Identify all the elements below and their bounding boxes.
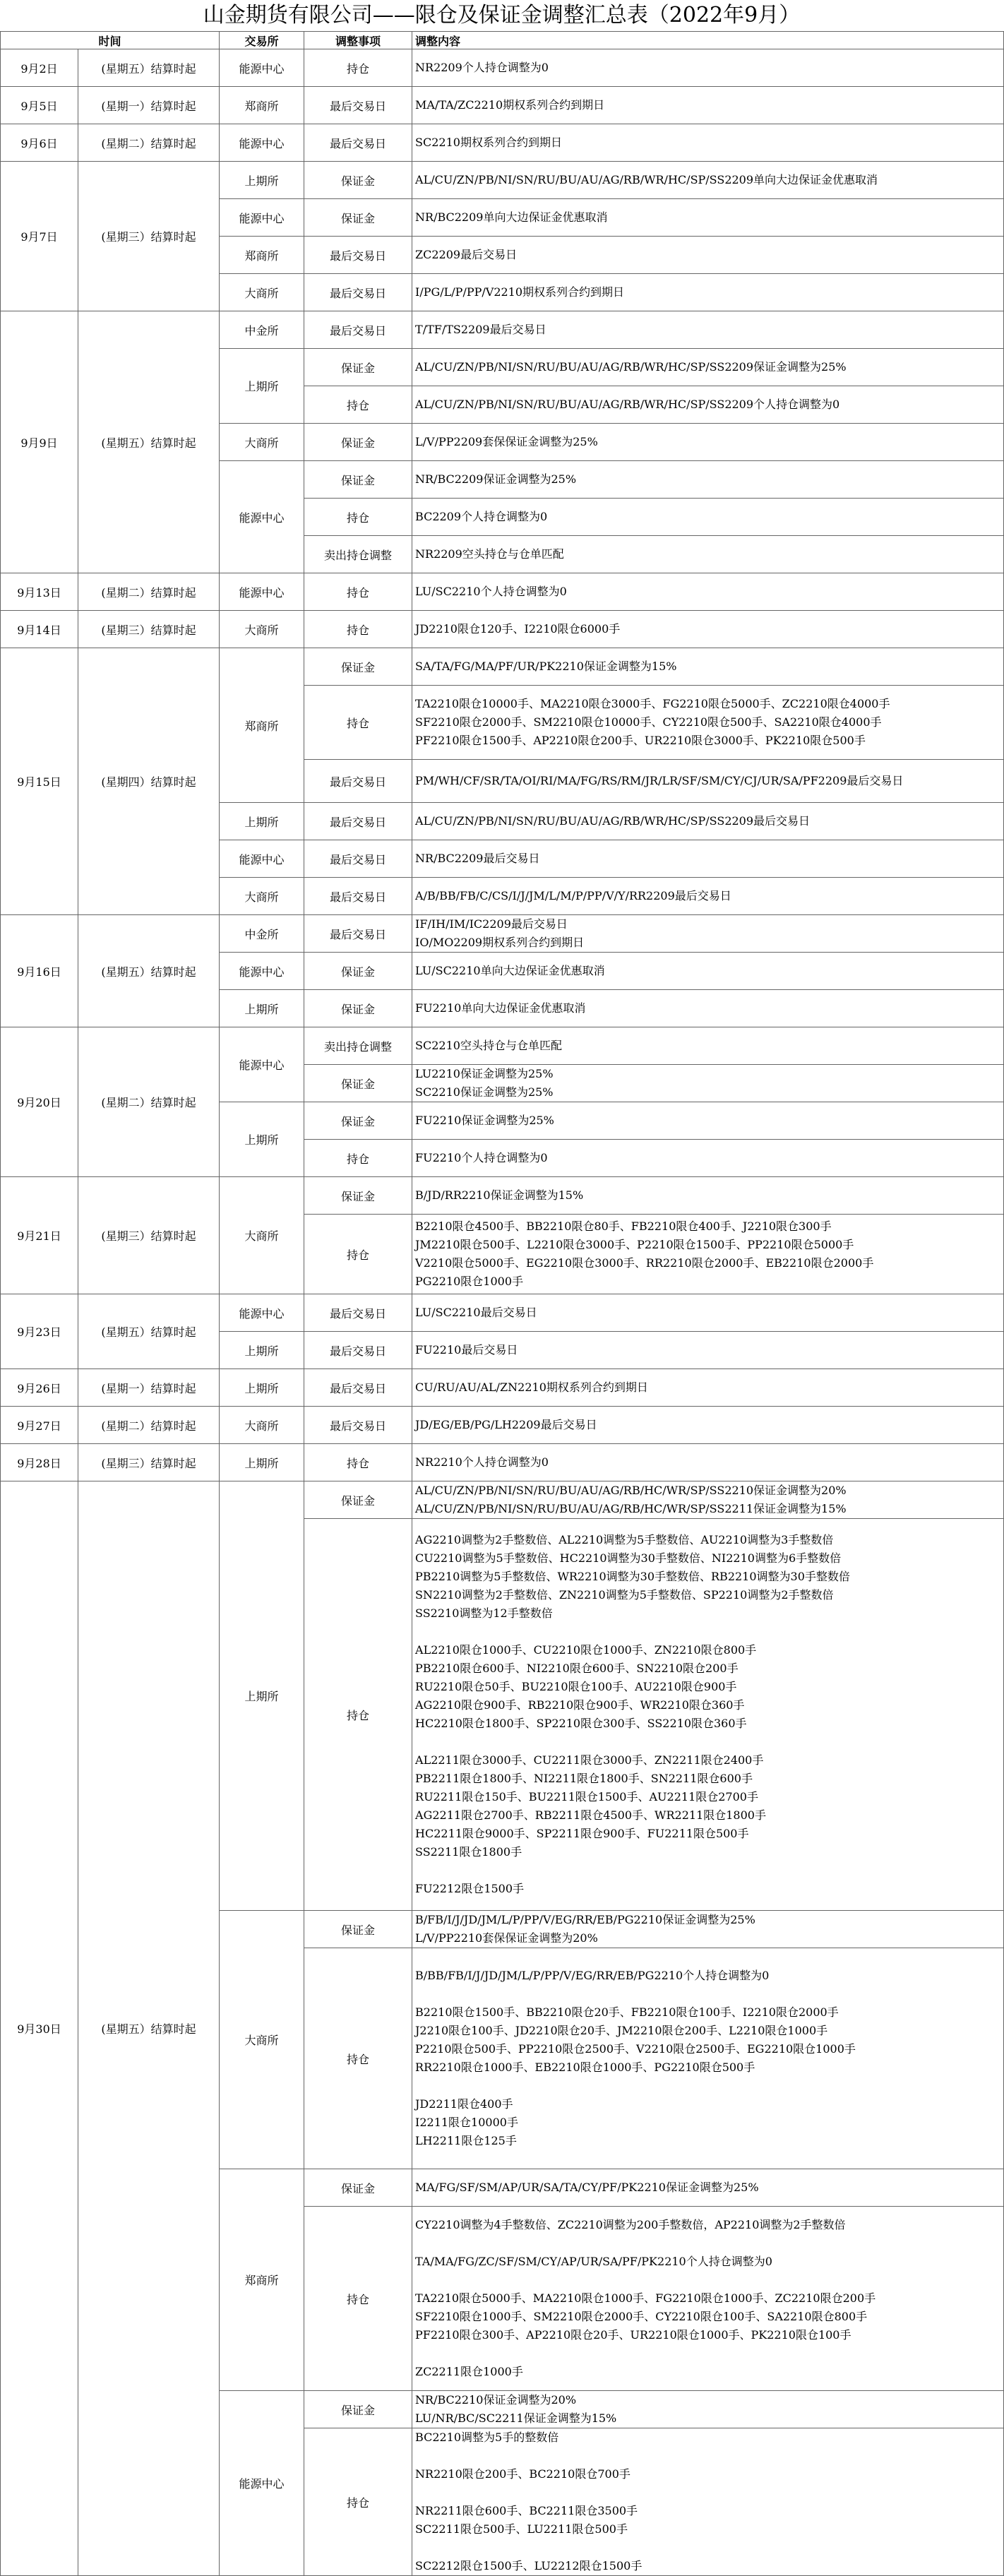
date-cell: 9月5日 [1, 87, 78, 124]
content-cell: B2210限仓4500手、BB2210限仓80手、FB2210限仓400手、J2210限仓300手 JM2210限仓500手、L2210限仓3000手、P2210限仓1500手、PP2210限仓5000手 V2210限仓5000手、EG2210限仓3000手、RR2210限仓2000手、EB2210限仓2000手 PG2210限仓1000手 [412, 1215, 1004, 1294]
item-cell: 最后交易日 [304, 87, 412, 124]
item-cell: 持仓 [304, 2207, 412, 2391]
item-cell: 保证金 [304, 648, 412, 686]
item-cell: 最后交易日 [304, 124, 412, 162]
exchange-cell: 上期所 [220, 349, 304, 424]
time-cell: (星期五）结算时起 [78, 1481, 220, 2576]
item-cell: 持仓 [304, 1215, 412, 1294]
content-cell: AG2210调整为2手整数倍、AL2210调整为5手整数倍、AU2210调整为3手整数倍 CU2210调整为5手整数倍、HC2210调整为30手整数倍、NI2210调整为6手整数倍 PB2210调整为5手整数倍、WR2210调整为30手整数倍、RB2210调整为30手整数倍 SN2210调整为2手整数倍、ZN2210调整为5手整数倍、SP2210调整为2手整数倍 SS2210调整为12手整数倍 AL2210限仓1000手、CU2210限仓1000手、ZN2210限仓800手 PB2210限仓600手、NI2210限仓600手、SN2210限仓200手 RU2210限仓50手、BU2210限仓100手、AU2210限仓900手 AG2210限仓900手、RB2210限仓900手、WR2210限仓360手 HC2210限仓1800手、SP2210限仓300手、SS2210限仓360手 AL2211限仓3000手、CU2211限仓3000手、ZN2211限仓2400手 PB2211限仓1800手、NI2211限仓1800手、SN2211限仓600手 RU2211限仓150手、BU2211限仓1500手、AU2211限仓2700手 AG2211限仓2700手、RB2211限仓4500手、WR2211限仓1800手 HC2211限仓9000手、SP2211限仓900手、FU2211限仓500手 SS2211限仓1800手 FU2212限仓1500手 [412, 1519, 1004, 1911]
exchange-cell: 上期所 [220, 1369, 304, 1407]
content-cell: NR/BC2209保证金调整为25% [412, 461, 1004, 499]
content-cell: B/JD/RR2210保证金调整为15% [412, 1177, 1004, 1215]
exchange-cell: 能源中心 [220, 49, 304, 87]
time-cell: (星期三）结算时起 [78, 611, 220, 648]
header-content: 调整内容 [412, 32, 1004, 49]
time-cell: (星期三）结算时起 [78, 1177, 220, 1294]
item-cell: 最后交易日 [304, 803, 412, 840]
content-cell: NR/BC2210保证金调整为20% LU/NR/BC/SC2211保证金调整为15% [412, 2391, 1004, 2428]
item-cell: 最后交易日 [304, 274, 412, 311]
time-cell: (星期五）结算时起 [78, 1294, 220, 1369]
date-cell: 9月21日 [1, 1177, 78, 1294]
table-row [1, 311, 1004, 349]
date-cell: 9月6日 [1, 124, 78, 162]
time-cell: (星期三）结算时起 [78, 162, 220, 311]
table-row [1, 1444, 1004, 1481]
content-cell: T/TF/TS2209最后交易日 [412, 311, 1004, 349]
item-cell: 持仓 [304, 49, 412, 87]
item-cell: 保证金 [304, 424, 412, 461]
content-cell: NR2209个人持仓调整为0 [412, 49, 1004, 87]
exchange-cell: 上期所 [220, 1102, 304, 1177]
item-cell: 持仓 [304, 1140, 412, 1177]
item-cell: 最后交易日 [304, 311, 412, 349]
item-cell: 保证金 [304, 461, 412, 499]
content-cell: A/B/BB/FB/C/CS/I/J/JM/L/M/P/PP/V/Y/RR2209最后交易日 [412, 878, 1004, 915]
table-row [1, 124, 1004, 162]
date-cell: 9月20日 [1, 1027, 78, 1177]
time-cell: (星期五）结算时起 [78, 49, 220, 87]
table-row [1, 49, 1004, 87]
item-cell: 最后交易日 [304, 1294, 412, 1332]
item-cell: 卖出持仓调整 [304, 1027, 412, 1065]
content-cell: LU/SC2210单向大边保证金优惠取消 [412, 953, 1004, 990]
content-cell: NR2210个人持仓调整为0 [412, 1444, 1004, 1481]
item-cell: 保证金 [304, 199, 412, 237]
header-exchange: 交易所 [220, 32, 304, 49]
content-cell: AL/CU/ZN/PB/NI/SN/RU/BU/AU/AG/RB/WR/HC/SP/SS2209个人持仓调整为0 [412, 386, 1004, 424]
content-cell: B/FB/I/J/JD/JM/L/P/PP/V/EG/RR/EB/PG2210保证金调整为25% L/V/PP2210套保保证金调整为20% [412, 1911, 1004, 1948]
content-cell: CU/RU/AU/AL/ZN2210期权系列合约到期日 [412, 1369, 1004, 1407]
exchange-cell: 能源中心 [220, 953, 304, 990]
table-row [1, 1027, 1004, 1065]
item-cell: 保证金 [304, 1065, 412, 1102]
exchange-cell: 郑商所 [220, 237, 304, 274]
item-cell: 持仓 [304, 1519, 412, 1911]
date-cell: 9月15日 [1, 648, 78, 915]
content-cell: BC2210调整为5手的整数倍 NR2210限仓200手、BC2210限仓700手 NR2211限仓600手、BC2211限仓3500手 SC2211限仓500手、LU2211限仓500手 SC2212限仓1500手、LU2212限仓1500手 [412, 2428, 1004, 2576]
exchange-cell: 能源中心 [220, 573, 304, 611]
table-row [1, 162, 1004, 199]
table-row [1, 1481, 1004, 1519]
date-cell: 9月26日 [1, 1369, 78, 1407]
table-row [1, 1177, 1004, 1215]
header-item: 调整事项 [304, 32, 412, 49]
item-cell: 保证金 [304, 1481, 412, 1519]
date-cell: 9月9日 [1, 311, 78, 573]
content-cell: PM/WH/CF/SR/TA/OI/RI/MA/FG/RS/RM/JR/LR/SF/SM/CY/CJ/UR/SA/PF2209最后交易日 [412, 760, 1004, 803]
exchange-cell: 上期所 [220, 1481, 304, 1911]
time-cell: (星期二）结算时起 [78, 124, 220, 162]
exchange-cell: 能源中心 [220, 1294, 304, 1332]
item-cell: 最后交易日 [304, 1332, 412, 1369]
item-cell: 最后交易日 [304, 840, 412, 878]
item-cell: 保证金 [304, 349, 412, 386]
table-header-row [1, 32, 1004, 49]
date-cell: 9月23日 [1, 1294, 78, 1369]
item-cell: 卖出持仓调整 [304, 536, 412, 573]
time-cell: (星期四）结算时起 [78, 648, 220, 915]
content-cell: LU/SC2210个人持仓调整为0 [412, 573, 1004, 611]
content-cell: SC2210期权系列合约到期日 [412, 124, 1004, 162]
date-cell: 9月28日 [1, 1444, 78, 1481]
date-cell: 9月13日 [1, 573, 78, 611]
content-cell: SC2210空头持仓与仓单匹配 [412, 1027, 1004, 1065]
item-cell: 保证金 [304, 2391, 412, 2428]
content-cell: CY2210调整为4手整数倍、ZC2210调整为200手整数倍，AP2210调整为2手整数倍 TA/MA/FG/ZC/SF/SM/CY/AP/UR/SA/PF/PK2210个人持仓调整为0 TA2210限仓5000手、MA2210限仓1000手、FG2210限仓1000手、ZC2210限仓200手 SF2210限仓1000手、SM2210限仓2000手、CY2210限仓100手、SA2210限仓800手 PF2210限仓300手、AP2210限仓20手、UR2210限仓1000手、PK2210限仓100手 ZC2211限仓1000手 [412, 2207, 1004, 2391]
item-cell: 持仓 [304, 573, 412, 611]
item-cell: 保证金 [304, 1177, 412, 1215]
content-cell: ZC2209最后交易日 [412, 237, 1004, 274]
header-time: 时间 [1, 32, 220, 49]
content-cell: MA/FG/SF/SM/AP/UR/SA/TA/CY/PF/PK2210保证金调整为25% [412, 2169, 1004, 2207]
content-cell: FU2210保证金调整为25% [412, 1102, 1004, 1140]
item-cell: 保证金 [304, 2169, 412, 2207]
content-cell: FU2210单向大边保证金优惠取消 [412, 990, 1004, 1027]
table-body [1, 49, 1004, 2576]
exchange-cell: 能源中心 [220, 461, 304, 573]
table-row [1, 1407, 1004, 1444]
content-cell: NR2209空头持仓与仓单匹配 [412, 536, 1004, 573]
exchange-cell: 能源中心 [220, 1027, 304, 1102]
time-cell: (星期二）结算时起 [78, 1407, 220, 1444]
exchange-cell: 大商所 [220, 878, 304, 915]
item-cell: 最后交易日 [304, 878, 412, 915]
date-cell: 9月2日 [1, 49, 78, 87]
date-cell: 9月7日 [1, 162, 78, 311]
content-cell: I/PG/L/P/PP/V2210期权系列合约到期日 [412, 274, 1004, 311]
item-cell: 最后交易日 [304, 915, 412, 953]
item-cell: 持仓 [304, 386, 412, 424]
item-cell: 最后交易日 [304, 1407, 412, 1444]
content-cell: AL/CU/ZN/PB/NI/SN/RU/BU/AU/AG/RB/WR/HC/SP/SS2209最后交易日 [412, 803, 1004, 840]
item-cell: 保证金 [304, 1911, 412, 1948]
table-row [1, 915, 1004, 953]
table-row [1, 611, 1004, 648]
content-cell: AL/CU/ZN/PB/NI/SN/RU/BU/AU/AG/RB/HC/WR/SP/SS2210保证金调整为20% AL/CU/ZN/PB/NI/SN/RU/BU/AU/AG/RB/HC/WR/SP/SS2211保证金调整为15% [412, 1481, 1004, 1519]
exchange-cell: 上期所 [220, 803, 304, 840]
item-cell: 保证金 [304, 990, 412, 1027]
content-cell: B/BB/FB/I/J/JD/JM/L/P/PP/V/EG/RR/EB/PG2210个人持仓调整为0 B2210限仓1500手、BB2210限仓20手、FB2210限仓100手、I2210限仓2000手 J2210限仓100手、JD2210限仓20手、JM2210限仓200手、L2210限仓1000手 P2210限仓500手、PP2210限仓2500手、V2210限仓2500手、EG2210限仓1000手 RR2210限仓1000手、EB2210限仓1000手、PG2210限仓500手 JD2211限仓400手 I2211限仓10000手 LH2211限仓125手 [412, 1948, 1004, 2169]
adjustment-table [0, 31, 1004, 2576]
exchange-cell: 中金所 [220, 915, 304, 953]
time-cell: (星期二）结算时起 [78, 1027, 220, 1177]
content-cell: L/V/PP2209套保保证金调整为25% [412, 424, 1004, 461]
exchange-cell: 上期所 [220, 1332, 304, 1369]
content-cell: LU2210保证金调整为25% SC2210保证金调整为25% [412, 1065, 1004, 1102]
exchange-cell: 大商所 [220, 1407, 304, 1444]
date-cell: 9月14日 [1, 611, 78, 648]
exchange-cell: 郑商所 [220, 2169, 304, 2391]
item-cell: 持仓 [304, 1948, 412, 2169]
content-cell: JD2210限仓120手、I2210限仓6000手 [412, 611, 1004, 648]
table-row [1, 648, 1004, 686]
exchange-cell: 能源中心 [220, 124, 304, 162]
time-cell: (星期五）结算时起 [78, 915, 220, 1027]
exchange-cell: 郑商所 [220, 648, 304, 803]
time-cell: (星期二）结算时起 [78, 573, 220, 611]
exchange-cell: 大商所 [220, 1911, 304, 2169]
item-cell: 最后交易日 [304, 237, 412, 274]
content-cell: NR/BC2209最后交易日 [412, 840, 1004, 878]
time-cell: (星期一）结算时起 [78, 87, 220, 124]
date-cell: 9月16日 [1, 915, 78, 1027]
item-cell: 保证金 [304, 162, 412, 199]
content-cell: IF/IH/IM/IC2209最后交易日 IO/MO2209期权系列合约到期日 [412, 915, 1004, 953]
item-cell: 保证金 [304, 953, 412, 990]
exchange-cell: 上期所 [220, 162, 304, 199]
content-cell: FU2210个人持仓调整为0 [412, 1140, 1004, 1177]
exchange-cell: 能源中心 [220, 840, 304, 878]
content-cell: FU2210最后交易日 [412, 1332, 1004, 1369]
time-cell: (星期三）结算时起 [78, 1444, 220, 1481]
content-cell: SA/TA/FG/MA/PF/UR/PK2210保证金调整为15% [412, 648, 1004, 686]
exchange-cell: 能源中心 [220, 199, 304, 237]
exchange-cell: 大商所 [220, 611, 304, 648]
date-cell: 9月30日 [1, 1481, 78, 2576]
exchange-cell: 上期所 [220, 1444, 304, 1481]
date-cell: 9月27日 [1, 1407, 78, 1444]
exchange-cell: 上期所 [220, 990, 304, 1027]
exchange-cell: 能源中心 [220, 2391, 304, 2576]
content-cell: NR/BC2209单向大边保证金优惠取消 [412, 199, 1004, 237]
content-cell: BC2209个人持仓调整为0 [412, 499, 1004, 536]
content-cell: JD/EG/EB/PG/LH2209最后交易日 [412, 1407, 1004, 1444]
time-cell: (星期五）结算时起 [78, 311, 220, 573]
content-cell: MA/TA/ZC2210期权系列合约到期日 [412, 87, 1004, 124]
table-row [1, 1294, 1004, 1332]
content-cell: AL/CU/ZN/PB/NI/SN/RU/BU/AU/AG/RB/WR/HC/SP/SS2209保证金调整为25% [412, 349, 1004, 386]
item-cell: 最后交易日 [304, 760, 412, 803]
item-cell: 持仓 [304, 611, 412, 648]
exchange-cell: 大商所 [220, 274, 304, 311]
item-cell: 保证金 [304, 1102, 412, 1140]
page-title: 山金期货有限公司——限仓及保证金调整汇总表（2022年9月） [203, 3, 801, 28]
content-cell: LU/SC2210最后交易日 [412, 1294, 1004, 1332]
table-row [1, 1369, 1004, 1407]
table-row [1, 87, 1004, 124]
table-row [1, 573, 1004, 611]
exchange-cell: 中金所 [220, 311, 304, 349]
item-cell: 持仓 [304, 1444, 412, 1481]
content-cell: AL/CU/ZN/PB/NI/SN/RU/BU/AU/AG/RB/WR/HC/SP/SS2209单向大边保证金优惠取消 [412, 162, 1004, 199]
exchange-cell: 郑商所 [220, 87, 304, 124]
item-cell: 持仓 [304, 2428, 412, 2576]
item-cell: 持仓 [304, 686, 412, 760]
time-cell: (星期一）结算时起 [78, 1369, 220, 1407]
item-cell: 最后交易日 [304, 1369, 412, 1407]
content-cell: TA2210限仓10000手、MA2210限仓3000手、FG2210限仓5000手、ZC2210限仓4000手 SF2210限仓2000手、SM2210限仓10000手、CY2210限仓500手、SA2210限仓4000手 PF2210限仓1500手、AP2210限仓200手、UR2210限仓3000手、PK2210限仓500手 [412, 686, 1004, 760]
exchange-cell: 大商所 [220, 1177, 304, 1294]
exchange-cell: 大商所 [220, 424, 304, 461]
item-cell: 持仓 [304, 499, 412, 536]
